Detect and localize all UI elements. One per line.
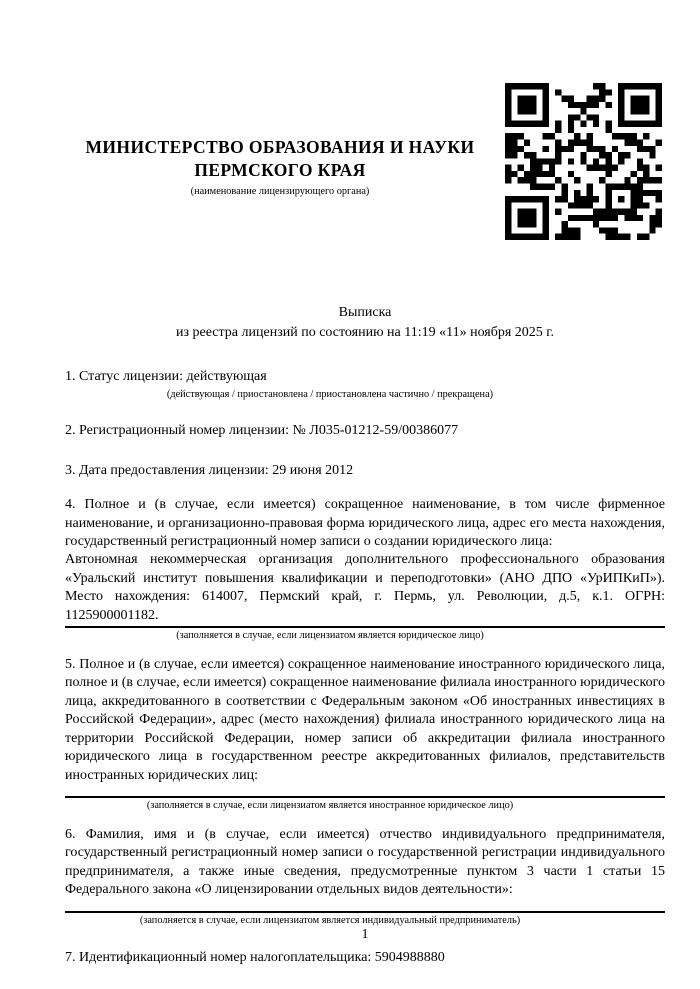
ministry-name-line1: МИНИСТЕРСТВО ОБРАЗОВАНИЯ И НАУКИ	[85, 137, 475, 157]
legal-entity-heading: 4. Полное и (в случае, если имеется) сокращенное наименование, в том числе фирменное наименование, и организационно-правовая форма юридического лица, адрес его места нахождения, государственный регистрационный номер записи о создании юридического лица:	[65, 497, 665, 550]
legal-entity-caption: (заполняется в случае, если лицензиатом является юридическое лицо)	[176, 630, 484, 642]
registration-number: 2. Регистрационный номер лицензии: № Л035-01212-59/00386077	[65, 423, 459, 439]
entrepreneur-heading: 6. Фамилия, имя и (в случае, если имеется) отчество индивидуального предпринимателя, государственный регистрационный номер записи о государственной регистрации индивидуального предпринимателя, а также иные сведения, предусмотренные пунктом 3 части 1 статьи 15 Федерального закона «О лицензировании отдельных видов деятельности»:	[65, 826, 665, 898]
title-line2: из реестра лицензий по состоянию на 11:19 «11» ноября 2025 г.	[176, 325, 554, 340]
taxpayer-number: 7. Идентификационный номер налогоплательщика: 5904988880	[65, 949, 445, 965]
ministry-name-line2: ПЕРМСКОГО КРАЯ	[194, 160, 366, 180]
title-line1: Выписка	[338, 305, 392, 320]
document-content	[65, 0, 665, 967]
license-status: 1. Статус лицензии: действующая	[65, 369, 267, 384]
grant-date: 3. Дата предоставления лицензии: 29 июня 2012	[65, 462, 354, 478]
foreign-entity-caption: (заполняется в случае, если лицензиатом является иностранное юридическое лицо)	[146, 799, 514, 811]
legal-entity-value: Автономная некоммерческая организация дополнительного профессионального образования «Уральский институт повышения квалификации и переподготовки» (АНО ДПО «УрИПКиП»). Место нахождения: 614007, Пермский край, г. Пермь, ул. Революции, д.5, к.1. ОГРН: 1125900001182.	[65, 551, 665, 628]
entrepreneur-caption: (заполняется в случае, если лицензиатом является индивидуальный предприниматель)	[139, 914, 521, 926]
foreign-entity-value	[65, 785, 665, 798]
page-number: 1	[361, 926, 369, 941]
entrepreneur-value	[65, 900, 665, 913]
foreign-entity-heading: 5. Полное и (в случае, если имеется) сокращенное наименование иностранного юридического лица, полное и (в случае, если имеется) сокращенное наименование филиала иностранного юридического лица, аккредитованного в соответствии с Федеральным законом «Об иностранных инвестициях в Российской Федерации», адрес (место нахождения) филиала иностранного юридического лица на территории Российской Федерации, номер записи об аккредитации филиала иностранного юридического лица в государственном реестре аккредитованных филиалов, представительств иностранных юридических лиц:	[65, 657, 665, 783]
license-status-note: (действующая / приостановлена / приостановлена частично / прекращена)	[166, 389, 494, 401]
document-title	[65, 303, 665, 343]
issuer-caption: (наименование лицензирующего органа)	[190, 186, 370, 197]
issuing-authority-block	[65, 136, 495, 198]
